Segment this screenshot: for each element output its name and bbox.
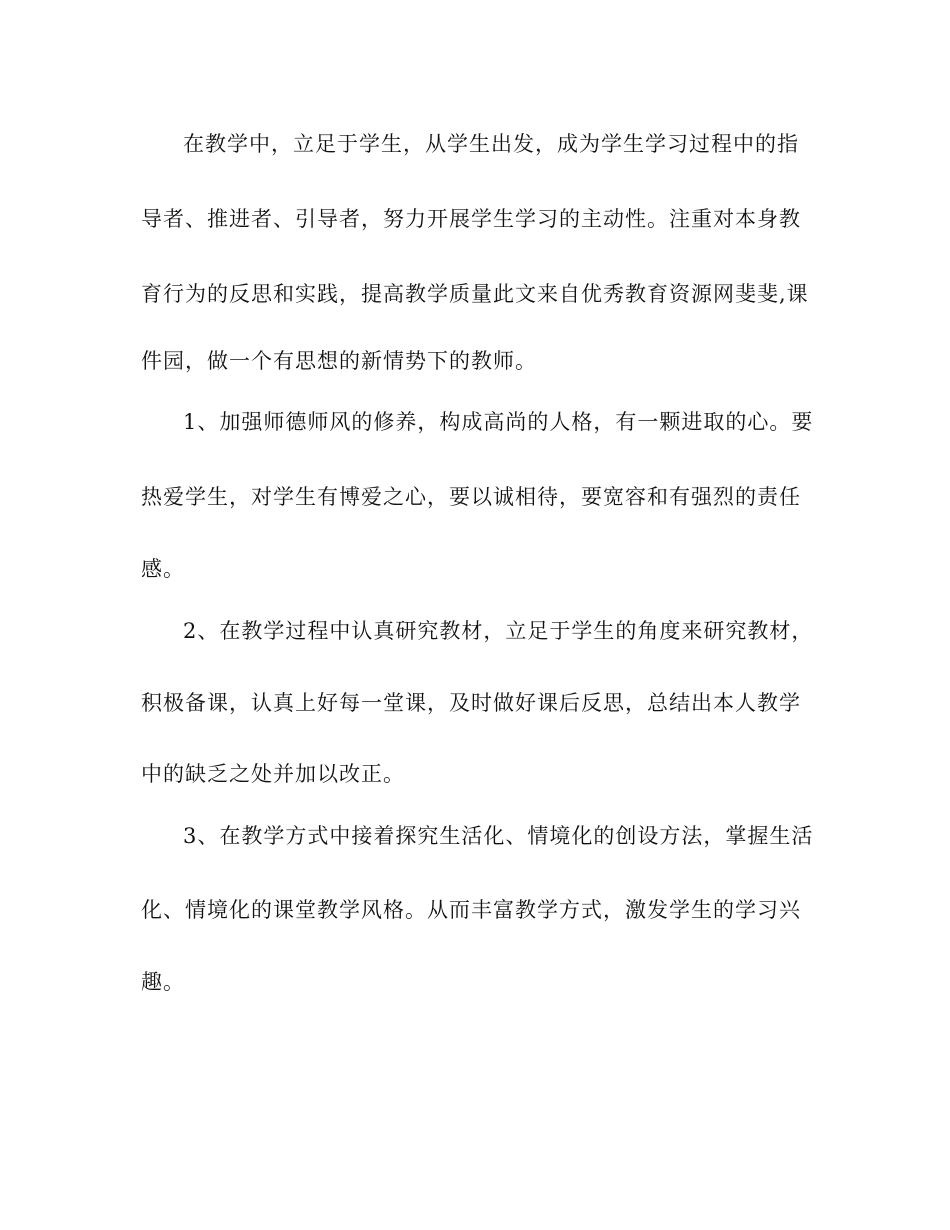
- text-line: 件园，做一个有思想的新情势下的教师。: [141, 349, 537, 373]
- text-line: 中的缺乏之处并加以改正。: [141, 762, 405, 786]
- text-line: 3、在教学方式中接着探究生活化、情境化的创设方法，掌握生活: [183, 824, 814, 848]
- text-line: 趣。: [141, 970, 185, 994]
- text-line: 在教学中，立足于学生，从学生出发，成为学生学习过程中的指: [183, 132, 799, 156]
- text-line: 热爱学生，对学生有博爱之心，要以诚相待，要宽容和有强烈的责任: [141, 485, 801, 509]
- text-line: 积极备课，认真上好每一堂课，及时做好课后反思，总结出本人教学: [141, 691, 801, 715]
- text-line: 育行为的反思和实践，提高教学质量此文来自优秀教育资源网斐斐,课: [141, 282, 809, 306]
- text-line: 导者、推进者、引导者，努力开展学生学习的主动性。注重对本身教: [141, 207, 801, 231]
- text-line: 化、情境化的课堂教学风格。从而丰富教学方式，激发学生的学习兴: [141, 898, 801, 922]
- text-line: 感。: [141, 557, 185, 581]
- text-line: 2、在教学过程中认真研究教材，立足于学生的角度来研究教材，: [183, 619, 814, 643]
- text-line: 1、加强师德师风的修养，构成高尚的人格，有一颗进取的心。要: [183, 410, 814, 434]
